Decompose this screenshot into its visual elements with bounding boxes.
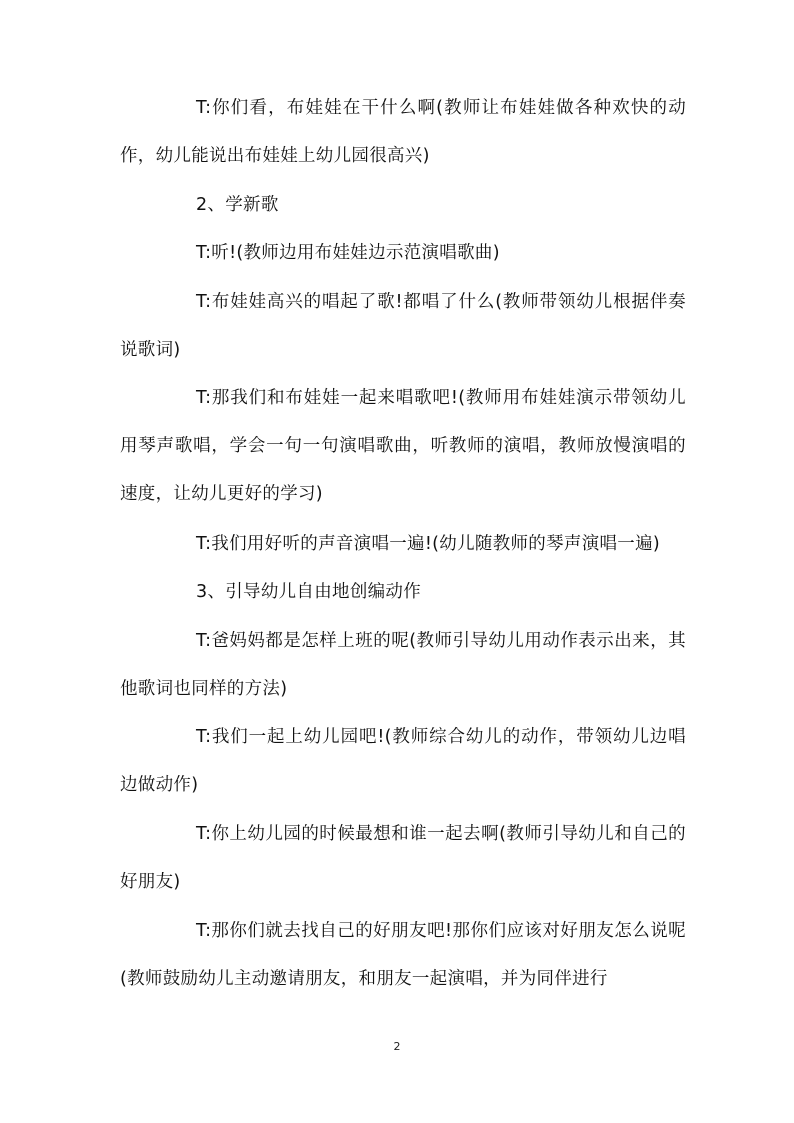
paragraph-4: T:布娃娃高兴的唱起了歌!都唱了什么(教师带领幼儿根据伴奏说歌词) [120,292,686,360]
section-heading-3: 3、引导幼儿自由地创编动作 [196,582,422,602]
paragraph-11: T:那你们就去找自己的好朋友吧!那你们应该对好朋友怎么说呢(教师鼓励幼儿主动邀请朋友，和朋友一起演唱，并为同伴进行 [120,921,686,989]
paragraph-1: T:你们看，布娃娃在干什么啊(教师让布娃娃做各种欢快的动作，幼儿能说出布娃娃上幼儿园很高兴) [120,98,686,166]
paragraph-8: T:爸妈妈都是怎样上班的呢(教师引导幼儿用动作表示出来，其他歌词也同样的方法) [120,631,686,699]
paragraph-9: T:我们一起上幼儿园吧!(教师综合幼儿的动作，带领幼儿边唱边做动作) [120,727,686,795]
page-number: 2 [393,1040,401,1053]
paragraph-6: T:我们用好听的声音演唱一遍!(幼儿随教师的琴声演唱一遍) [196,534,661,554]
paragraph-10: T:你上幼儿园的时候最想和谁一起去啊(教师引导幼儿和自己的好朋友) [120,824,686,892]
section-heading-2: 2、学新歌 [196,195,279,215]
paragraph-3: T:听!(教师边用布娃娃边示范演唱歌曲) [196,243,500,263]
paragraph-5: T:那我们和布娃娃一起来唱歌吧!(教师用布娃娃演示带领幼儿用琴声歌唱，学会一句一句演唱歌曲，听教师的演唱，教师放慢演唱的速度，让幼儿更好的学习) [120,388,686,504]
